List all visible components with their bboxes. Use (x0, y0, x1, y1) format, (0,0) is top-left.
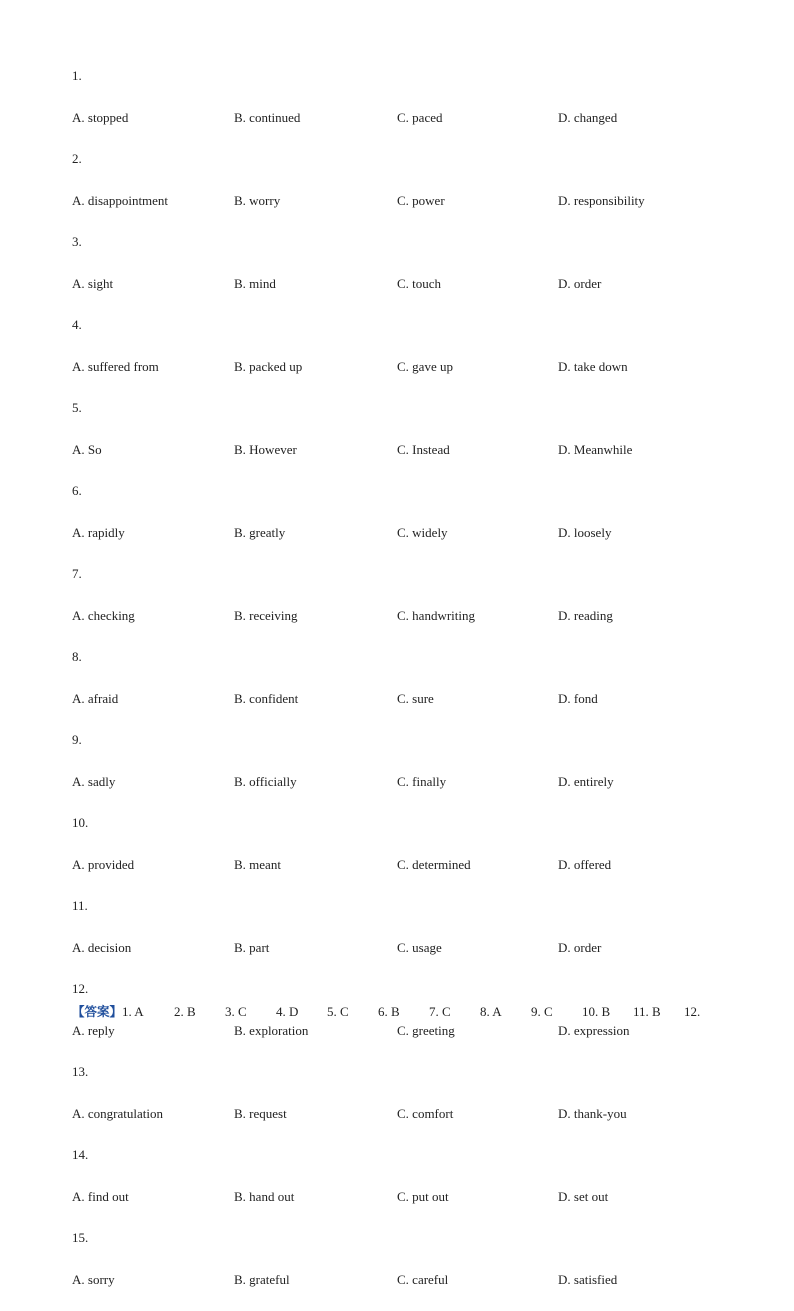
option-b: B. hand out (234, 1189, 295, 1204)
question-number: 14. (72, 1147, 89, 1162)
option-d: D. fond (558, 691, 598, 706)
option-a: A. sorry (72, 1272, 115, 1287)
answer-key (72, 1002, 735, 1022)
option-row (72, 689, 752, 709)
option-c: C. Instead (397, 442, 450, 457)
option-a: A. congratulation (72, 1106, 163, 1121)
option-row (72, 357, 752, 377)
option-b: B. meant (234, 857, 281, 872)
option-d: D. offered (558, 857, 612, 872)
option-d: D. responsibility (558, 193, 645, 208)
option-d: D. set out (558, 1189, 609, 1204)
option-b: B. continued (234, 110, 301, 125)
answer-item: 4. D (276, 1004, 299, 1019)
question-number: 8. (72, 649, 82, 664)
question-number: 12. (72, 981, 89, 996)
answer-item: 8. A (480, 1004, 502, 1019)
option-row (72, 440, 752, 460)
option-c: C. comfort (397, 1106, 454, 1121)
option-d: D. Meanwhile (558, 442, 633, 457)
option-row (72, 1104, 752, 1124)
question-block (72, 1145, 752, 1207)
answer-item: 9. C (531, 1004, 553, 1019)
question-number: 11. (72, 898, 88, 913)
option-row (72, 108, 752, 128)
question-block (72, 647, 752, 709)
question-number: 2. (72, 151, 82, 166)
option-d: D. changed (558, 110, 618, 125)
option-b: B. mind (234, 276, 276, 291)
question-number: 7. (72, 566, 82, 581)
option-d: D. reading (558, 608, 613, 623)
option-c: C. gave up (397, 359, 453, 374)
option-a: A. rapidly (72, 525, 125, 540)
option-d: D. satisfied (558, 1272, 618, 1287)
option-b: B. officially (234, 774, 297, 789)
question-number: 1. (72, 68, 82, 83)
option-b: B. grateful (234, 1272, 290, 1287)
option-row (72, 606, 752, 626)
answer-items (122, 1004, 735, 1019)
question-list (72, 66, 752, 1311)
option-d: D. expression (558, 1023, 630, 1038)
question-block (72, 232, 752, 294)
option-a: A. provided (72, 857, 135, 872)
question-block (72, 481, 752, 543)
question-number: 3. (72, 234, 82, 249)
question-block (72, 1062, 752, 1124)
option-a: A. afraid (72, 691, 119, 706)
answer-label: 【答案】 (72, 1004, 123, 1019)
option-a: A. checking (72, 608, 135, 623)
option-a: A. suffered from (72, 359, 159, 374)
question-block (72, 315, 752, 377)
option-d: D. take down (558, 359, 628, 374)
option-row (72, 1021, 752, 1041)
option-row (72, 523, 752, 543)
option-c: C. determined (397, 857, 471, 872)
option-d: D. entirely (558, 774, 614, 789)
option-row (72, 855, 752, 875)
answer-item: 10. B (582, 1004, 611, 1019)
option-c: C. widely (397, 525, 448, 540)
question-number: 4. (72, 317, 82, 332)
option-row (72, 772, 752, 792)
option-a: A. disappointment (72, 193, 169, 208)
answer-item: 5. C (327, 1004, 349, 1019)
question-block (72, 66, 752, 128)
option-row (72, 1187, 752, 1207)
question-block (72, 149, 752, 211)
option-b: B. part (234, 940, 270, 955)
answer-item: 1. A (122, 1004, 144, 1019)
option-d: D. loosely (558, 525, 612, 540)
option-row (72, 191, 752, 211)
question-number: 5. (72, 400, 82, 415)
answer-item: 12. (684, 1004, 701, 1019)
option-b: B. packed up (234, 359, 303, 374)
question-number: 15. (72, 1230, 89, 1245)
question-block (72, 564, 752, 626)
question-block (72, 1228, 752, 1290)
option-b: B. greatly (234, 525, 286, 540)
option-c: C. usage (397, 940, 442, 955)
answer-item: 11. B (633, 1004, 661, 1019)
answer-item: 3. C (225, 1004, 247, 1019)
answer-item: 7. C (429, 1004, 451, 1019)
answer-item: 6. B (378, 1004, 400, 1019)
option-c: C. power (397, 193, 445, 208)
option-row (72, 1270, 752, 1290)
option-c: C. put out (397, 1189, 449, 1204)
option-row (72, 938, 752, 958)
question-block (72, 398, 752, 460)
option-a: A. decision (72, 940, 132, 955)
option-b: B. request (234, 1106, 287, 1121)
option-c: C. finally (397, 774, 447, 789)
option-c: C. touch (397, 276, 442, 291)
option-d: D. order (558, 940, 602, 955)
question-number: 6. (72, 483, 82, 498)
option-c: C. sure (397, 691, 434, 706)
option-d: D. order (558, 276, 602, 291)
option-c: C. paced (397, 110, 443, 125)
option-b: B. receiving (234, 608, 298, 623)
option-a: A. sight (72, 276, 114, 291)
question-number: 10. (72, 815, 89, 830)
option-c: C. greeting (397, 1023, 455, 1038)
option-b: B. However (234, 442, 297, 457)
option-b: B. exploration (234, 1023, 309, 1038)
option-a: A. sadly (72, 774, 116, 789)
question-block (72, 730, 752, 792)
option-a: A. stopped (72, 110, 129, 125)
option-row (72, 274, 752, 294)
option-d: D. thank-you (558, 1106, 627, 1121)
option-c: C. careful (397, 1272, 449, 1287)
option-a: A. find out (72, 1189, 129, 1204)
question-block (72, 813, 752, 875)
question-block (72, 896, 752, 958)
option-a: A. So (72, 442, 102, 457)
option-a: A. reply (72, 1023, 115, 1038)
option-c: C. handwriting (397, 608, 475, 623)
option-b: B. confident (234, 691, 299, 706)
question-number: 9. (72, 732, 82, 747)
question-number: 13. (72, 1064, 89, 1079)
option-b: B. worry (234, 193, 281, 208)
answer-item: 2. B (174, 1004, 196, 1019)
